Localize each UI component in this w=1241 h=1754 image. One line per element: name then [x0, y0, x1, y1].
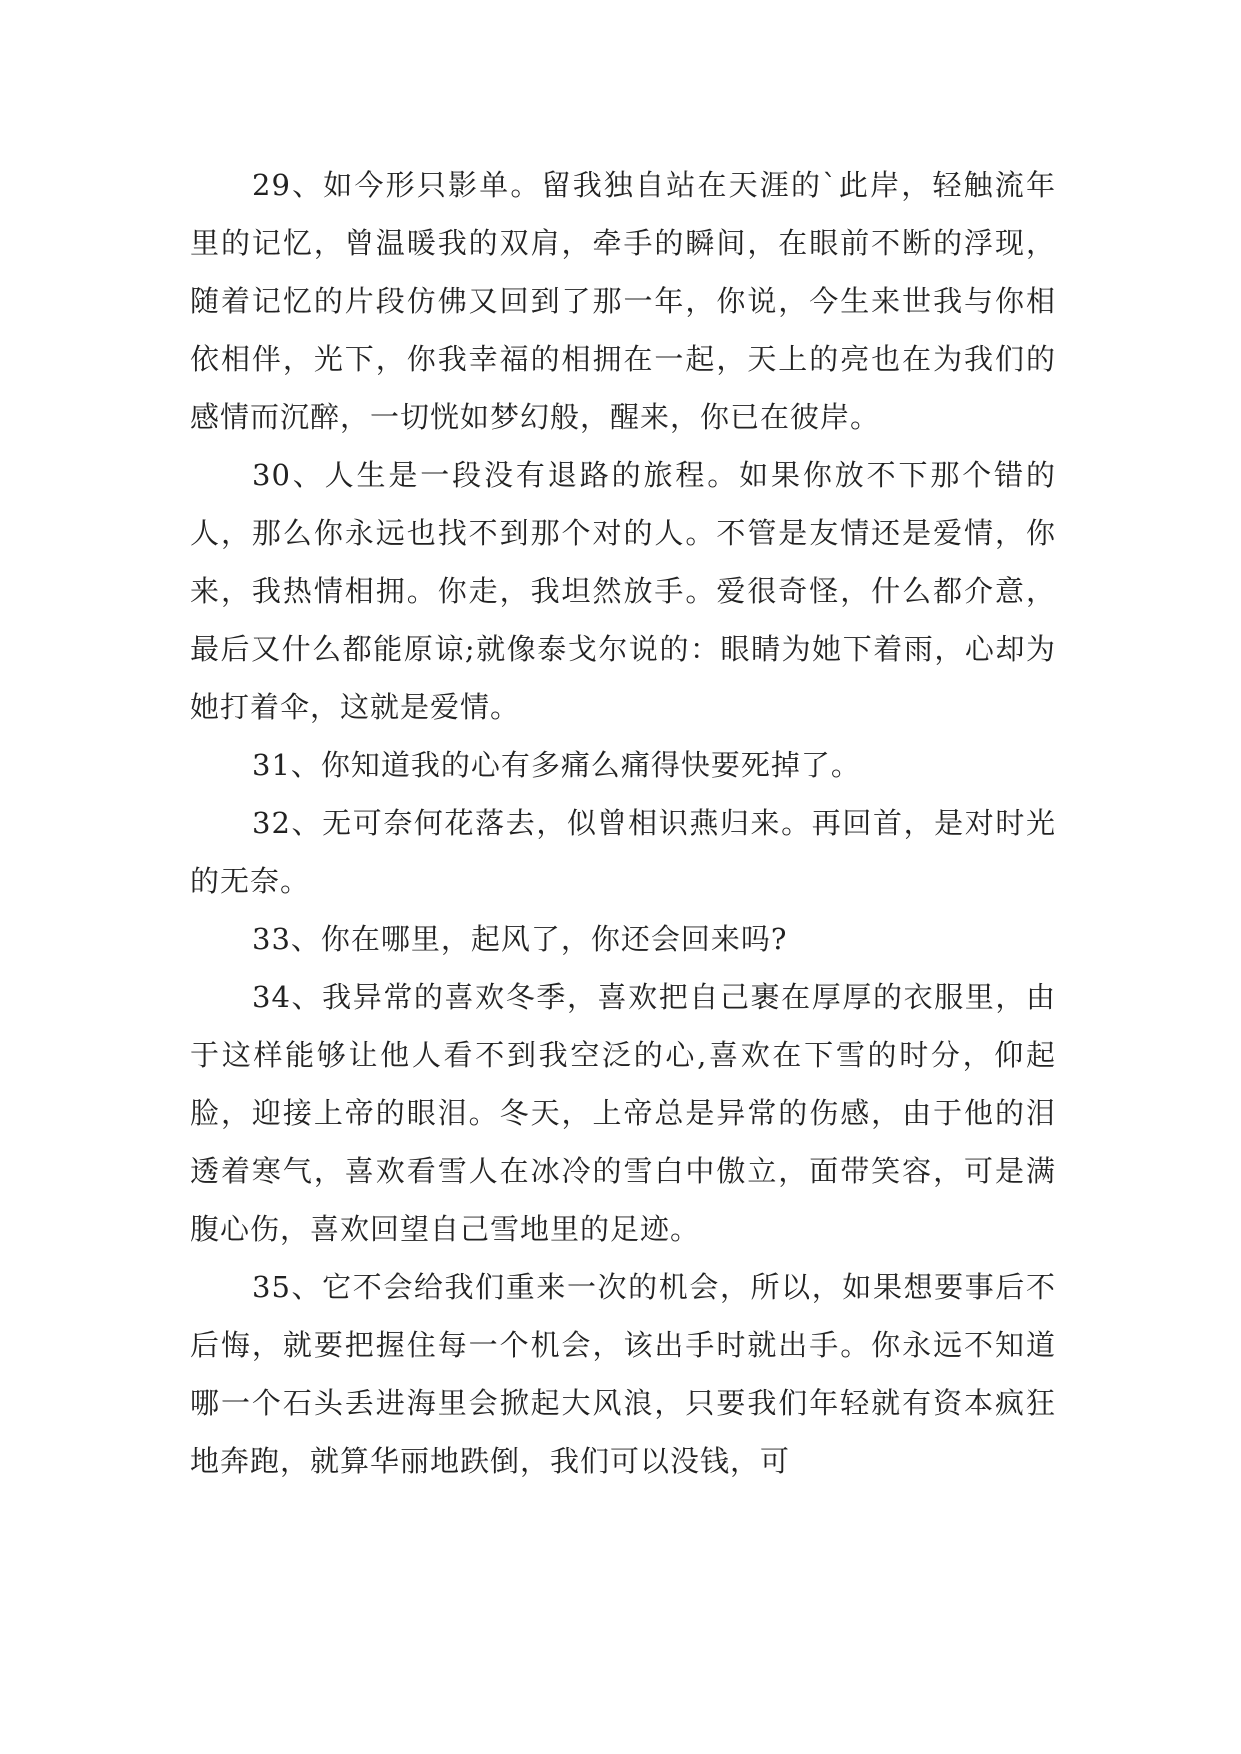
paragraph-29: 29、如今形只影单。留我独自站在天涯的`此岸，轻触流年里的记忆，曾温暖我的双肩，牵手的瞬间，在眼前不断的浮现，随着记忆的片段仿佛又回到了那一年，你说，今生来世我与你相依相伴，光下，你我幸福的相拥在一起，天上的亮也在为我们的感情而沉醉，一切恍如梦幻般，醒来，你已在彼岸。: [190, 168, 1056, 434]
paragraph-34: 34、我异常的喜欢冬季，喜欢把自己裹在厚厚的衣服里，由于这样能够让他人看不到我空泛的心,喜欢在下雪的时分，仰起脸，迎接上帝的眼泪。冬天，上帝总是异常的伤感，由于他的泪透着寒气，喜欢看雪人在冰冷的雪白中傲立，面带笑容，可是满腹心伤，喜欢回望自己雪地里的足迹。: [190, 980, 1056, 1246]
paragraph-30: 30、人生是一段没有退路的旅程。如果你放不下那个错的人，那么你永远也找不到那个对的人。不管是友情还是爱情，你来，我热情相拥。你走，我坦然放手。爱很奇怪，什么都介意，最后又什么都能原谅;就像泰戈尔说的：眼睛为她下着雨，心却为她打着伞，这就是爱情。: [190, 458, 1056, 724]
paragraph-33: 33、你在哪里，起风了，你还会回来吗?: [252, 922, 788, 956]
paragraph-31: 31、你知道我的心有多痛么痛得快要死掉了。: [252, 748, 861, 782]
paragraph-32: 32、无可奈何花落去，似曾相识燕归来。再回首，是对时光的无奈。: [190, 806, 1056, 898]
paragraph-35: 35、它不会给我们重来一次的机会，所以，如果想要事后不后悔，就要把握住每一个机会，该出手时就出手。你永远不知道哪一个石头丢进海里会掀起大风浪，只要我们年轻就有资本疯狂地奔跑，就算华丽地跌倒，我们可以没钱，可: [190, 1270, 1056, 1478]
document-body: [190, 156, 1056, 1490]
